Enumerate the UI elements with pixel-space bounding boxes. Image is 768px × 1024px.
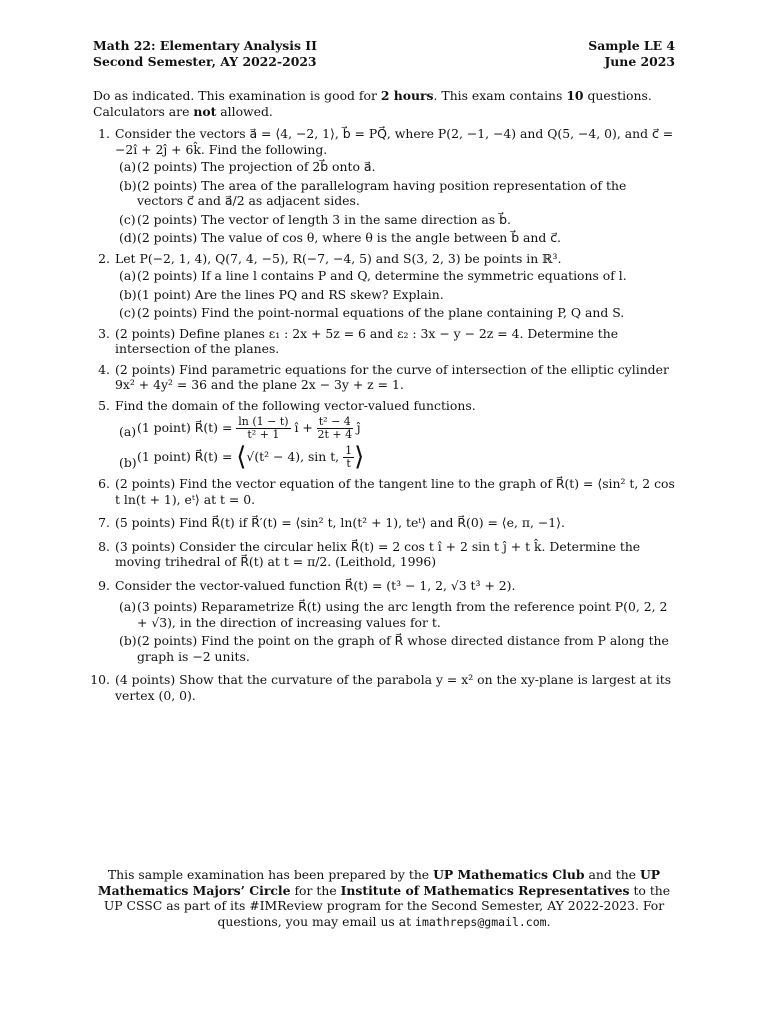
part-text: (2 points) The value of cos θ, where θ is the angle between b⃗ and c⃗.: [137, 230, 561, 245]
footer-text: .: [546, 913, 551, 929]
part-label: (d): [119, 230, 137, 245]
not-emphasis: not: [193, 103, 217, 119]
part-label: (c): [119, 305, 136, 320]
question-number: 7.: [98, 515, 110, 530]
part-text: (2 points) The projection of 2b⃗ onto a⃗.: [137, 159, 376, 174]
question-text: Consider the vectors a⃗ = ⟨4, −2, 1⟩, b⃗ = PQ⃗, where P(2, −1, −4) and Q(5, −4, 0), and c⃗ = −2î + 2ĵ + 6k̂. Find the following.: [115, 126, 674, 157]
part-text: (2 points) Find the point on the graph of R⃗ whose directed distance from P along the graph is −2 units.: [137, 633, 669, 664]
question-text: (2 points) Define planes ε₁ : 2x + 5z = 6 and ε₂ : 3x − y − 2z = 4. Determine the intersection of the planes.: [115, 325, 619, 356]
org-name: UP Mathematics Majors’ Circle: [97, 867, 661, 898]
footer-text: to the UP CSSC as part of its #IMReview program for the Second Semester, AY 2022-2023. For questions, you may email us at: [103, 882, 671, 929]
part-text: î +: [290, 420, 317, 435]
course-title: Math 22: Elementary Analysis II: [93, 38, 317, 53]
fraction: [317, 416, 353, 441]
question-8: [93, 539, 675, 570]
instructions-text: Do as indicated. This examination is good for: [93, 88, 381, 103]
question-text: Consider the vector-valued function R⃗(t) = (t³ − 1, 2, √3 t³ + 2).: [115, 577, 516, 593]
fraction: [343, 445, 354, 470]
question-part: [115, 633, 675, 664]
email-address: imathreps@gmail.com: [415, 914, 547, 929]
org-name: UP Mathematics Club: [433, 867, 585, 882]
footer-note: [93, 867, 675, 930]
part-label: (a): [119, 268, 137, 283]
question-number: 1.: [98, 126, 110, 141]
question-5: [93, 398, 675, 471]
question-7: [93, 515, 675, 531]
fraction: [236, 416, 290, 441]
question-part: [115, 230, 675, 246]
question-number: 2.: [98, 250, 110, 266]
question-part: [115, 212, 675, 228]
question-text: (2 points) Find parametric equations for the curve of intersection of the elliptic cylinder 9x² + 4y² = 36 and the plane 2x − 3y + z = 1.: [115, 361, 669, 392]
numerator: t² − 4: [318, 415, 351, 428]
footer-text: for the: [290, 882, 341, 898]
question-3: [93, 326, 675, 357]
part-text: (2 points) The area of the parallelogram having position representation of the vectors c⃗ and a⃗/2 as adjacent sides.: [137, 177, 627, 208]
question-number: 10.: [90, 672, 110, 687]
question-number: 6.: [98, 476, 110, 491]
exam-title: Sample LE 4: [588, 38, 675, 53]
part-text: (2 points) The vector of length 3 in the same direction as b⃗.: [137, 211, 511, 227]
part-label: (c): [119, 211, 136, 227]
part-label: (b): [119, 633, 137, 648]
question-part: [115, 416, 675, 441]
question-text: (2 points) Find the vector equation of the tangent line to the graph of R⃗(t) = ⟨sin² t, 2 cos t ln(t + 1), eᵗ⟩ at t = 0.: [115, 476, 675, 507]
left-angle-bracket: ⟨: [236, 441, 247, 472]
question-2: [93, 251, 675, 321]
exam-date: June 2023: [604, 53, 675, 69]
question-text: (5 points) Find R⃗(t) if R⃗′(t) = ⟨sin² t, ln(t² + 1), teᵗ⟩ and R⃗(0) = ⟨e, π, −1⟩.: [115, 515, 565, 530]
question-part: [115, 178, 675, 209]
numerator: 1: [345, 444, 353, 457]
part-text: ĵ: [352, 420, 361, 435]
part-label: (a): [119, 599, 137, 614]
part-text: (1 point) R⃗(t) =: [137, 420, 237, 435]
question-1: [93, 126, 675, 246]
question-part: [115, 441, 675, 472]
question-part: [115, 287, 675, 303]
question-number: 4.: [98, 361, 110, 377]
question-4: [93, 362, 675, 393]
part-text: (1 point) R⃗(t) =: [137, 449, 237, 464]
part-label: (b): [119, 455, 137, 470]
duration: 2 hours: [380, 88, 434, 103]
question-10: [90, 672, 675, 703]
question-part: [115, 159, 675, 175]
part-label: (b): [119, 177, 137, 193]
question-number: 3.: [98, 325, 110, 341]
part-label: (a): [119, 159, 137, 174]
question-list: [90, 126, 675, 708]
part-text: (1 point) Are the lines PQ and RS skew? Explain.: [137, 286, 444, 302]
question-number: 8.: [98, 538, 110, 554]
part-label: (a): [119, 424, 137, 439]
question-count: 10: [566, 88, 584, 103]
right-angle-bracket: ⟩: [354, 441, 365, 472]
denominator: 2t + 4: [317, 428, 353, 441]
instructions-text: questions. Calculators are: [93, 88, 652, 119]
question-6: [93, 476, 675, 507]
numerator: ln (1 − t): [238, 415, 289, 428]
semester-label: Second Semester, AY 2022-2023: [93, 53, 317, 69]
question-text: (4 points) Show that the curvature of the parabola y = x² on the xy-plane is largest at its vertex (0, 0).: [115, 672, 672, 703]
denominator: t² + 1: [247, 428, 280, 441]
instructions-text: allowed.: [216, 103, 273, 119]
footer-text: and the: [584, 867, 640, 882]
part-text: (2 points) If a line l contains P and Q, determine the symmetric equations of l.: [137, 268, 627, 283]
question-text: (3 points) Consider the circular helix R⃗(t) = 2 cos t î + 2 sin t ĵ + t k̂. Determine the moving trihedral of R⃗(t) at t = π/2. (Leithold, 1996): [115, 538, 641, 569]
instructions-text: . This exam contains: [433, 88, 567, 103]
question-text: Let P(−2, 1, 4), Q(7, 4, −5), R(−7, −4, 5) and S(3, 2, 3) be points in ℝ³.: [115, 250, 562, 266]
question-part: [115, 599, 675, 630]
org-name: Institute of Mathematics Representatives: [340, 882, 630, 898]
question-text: Find the domain of the following vector-valued functions.: [115, 397, 476, 413]
question-9: [93, 578, 675, 665]
question-number: 9.: [98, 577, 110, 593]
part-text: (3 points) Reparametrize R⃗(t) using the arc length from the reference point P(0, 2, 2 + √3), in the direction of increasing values for t.: [137, 599, 668, 630]
exam-header: [93, 38, 675, 69]
denominator: t: [346, 457, 351, 470]
question-part: [115, 305, 675, 321]
part-text: (2 points) Find the point-normal equations of the plane containing P, Q and S.: [137, 305, 625, 320]
footer-text: This sample examination has been prepared by the: [107, 867, 434, 882]
question-part: [115, 268, 675, 284]
question-number: 5.: [98, 397, 110, 413]
instructions: [93, 88, 675, 119]
part-text: √(t² − 4), sin t,: [246, 449, 344, 464]
part-label: (b): [119, 286, 137, 302]
